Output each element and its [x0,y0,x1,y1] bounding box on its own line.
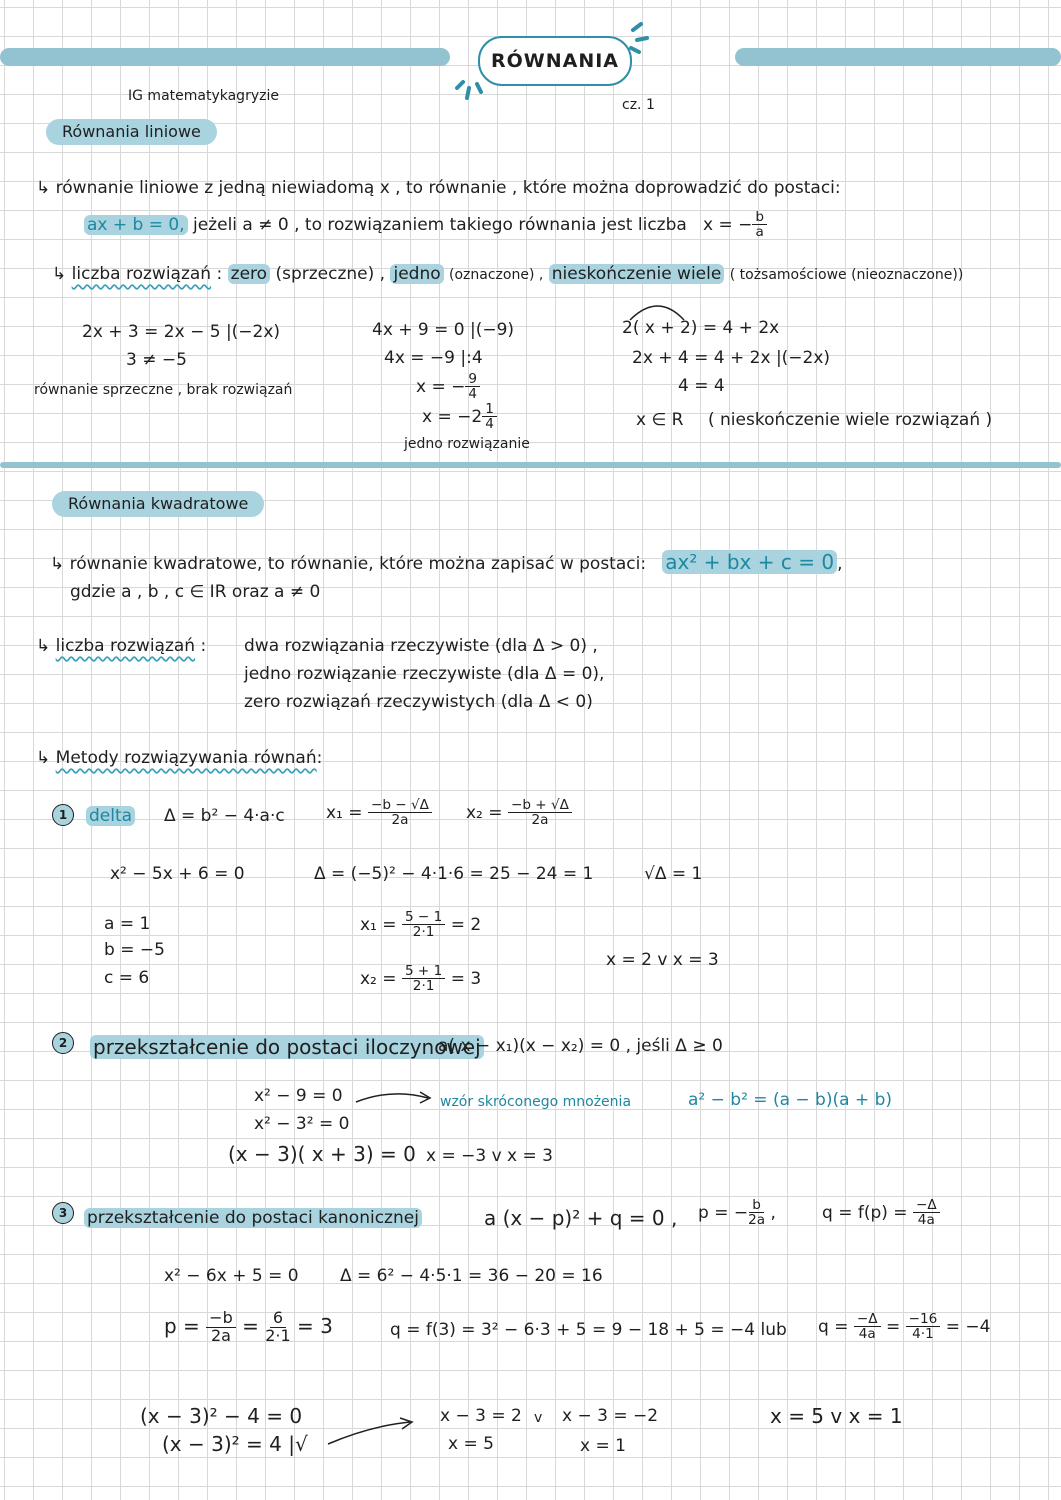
m3-line2: (x − 3)² = 4 |√ [162,1432,308,1456]
m3-p-calc: p = $\frac{-b}{2a}$ = $\frac{6}{2\cdot 1}$ = 3 [164,1308,333,1345]
ex1-line2: 3 ≠ −5 [126,350,187,370]
coef-c: c = 6 [104,968,150,988]
linear-definition: ↳ równanie liniowe z jedną niewiadomą x , to równanie , które można doprowadzić do postaci: [36,178,841,198]
ex3-line4: x ∈ R [636,410,684,430]
method-2-name: przekształcenie do postaci iloczynowej [90,1035,484,1059]
method-3-number: 3 [52,1202,74,1224]
x2-formula: x₂ = $\frac{-b + √\Delta}{2a}$ [466,798,572,828]
quadratic-form: ax² + bx + c = 0 [662,550,837,574]
part-label: cz. 1 [622,97,655,113]
count-zero: zero [228,264,270,284]
m3-case2: x − 3 = −2 [562,1406,659,1426]
m3-case2-result: x = 1 [580,1436,626,1456]
quadratic-solution-count: ↳ liczba rozwiązań : [36,636,207,656]
section-heading-linear: Równania liniowe [46,119,217,145]
quadratic-definition: ↳ równanie kwadratowe, to równanie, które można zapisać w postaci: ax² + bx + c = 0 , [50,550,843,574]
ex2-note: jedno rozwiązanie [404,436,530,452]
quadratic-conditions: gdzie a , b , c ∈ IR oraz a ≠ 0 [70,582,321,602]
quadratic-count-label: liczba rozwiązań [55,636,196,656]
count-zero-real: zero rozwiązań rzeczywistych (dla Δ < 0) [244,692,593,712]
ex1-line1: 2x + 3 = 2x − 5 |(−2x) [82,322,281,342]
section-heading-quadratic: Równania kwadratowe [52,491,264,517]
sparkle-decoration-icon [455,22,655,102]
count-one-real: jedno rozwiązanie rzeczywiste (dla Δ = 0), [244,664,605,684]
linear-condition: jeżeli a ≠ 0 , to rozwiązaniem takiego równania jest liczba [193,214,687,235]
linear-solution-fraction: $\frac{b}{a}$ [752,210,767,240]
count-one: jedno [390,264,443,284]
m2-result: x = −3 v x = 3 [426,1146,553,1166]
header-band-right [735,48,1061,66]
m3-equation: x² − 6x + 5 = 0 [164,1266,299,1286]
linear-solution-lhs: x = − [703,214,753,235]
arrow-icon [326,1418,416,1448]
ex3-line3: 4 = 4 [678,376,725,396]
m2-line2: x² − 3² = 0 [254,1114,350,1134]
methods-label: Metody rozwiązywania równań [55,748,317,768]
m1-result: x = 2 v x = 3 [606,950,719,970]
coef-a: a = 1 [104,914,151,934]
m3-formula: a (x − p)² + q = 0 , [484,1206,678,1230]
methods-heading: ↳ Metody rozwiązywania równań: [36,748,323,768]
coef-b: b = −5 [104,940,165,960]
method-1-name: delta [86,806,135,826]
method-1-number: 1 [52,804,74,826]
m1-delta-calc: Δ = (−5)² − 4·1·6 = 25 − 24 = 1 [314,864,594,884]
ex2-line2: 4x = −9 |:4 [384,348,483,368]
linear-definition-cont [84,210,767,240]
linear-solution-count: ↳ liczba rozwiązań : zero (sprzeczne) , jedno (oznaczone) , nieskończenie wiele ( tożsamościowe (nieoznaczone)) [52,264,964,284]
count-two-real: dwa rozwiązania rzeczywiste (dla Δ > 0) , [244,636,598,656]
ex3-line1: 2( x + 2) = 4 + 2x [622,318,780,338]
m3-q-calc: q = f(3) = 3² − 6·3 + 5 = 9 − 18 + 5 = −4 lub [390,1320,787,1340]
m2-note: wzór skróconego mnożenia [440,1094,632,1110]
m3-p-formula: p = − $\frac{b}{2a}$ , [698,1197,776,1229]
m1-sqrt-delta: √Δ = 1 [644,864,703,884]
m1-x1-calc: x₁ = $\frac{5 - 1}{2\cdot 1}$ = 2 [360,909,482,941]
m3-line1: (x − 3)² − 4 = 0 [140,1404,303,1428]
delta-formula: Δ = b² − 4·a·c [164,806,285,826]
ex3-line2: 2x + 4 = 4 + 2x |(−2x) [632,348,831,368]
m2-line3: (x − 3)( x + 3) = 0 [228,1142,416,1166]
m3-case1-result: x = 5 [448,1434,494,1454]
m3-q-formula: q = f(p) = $\frac{-\Delta}{4a}$ [822,1198,940,1228]
arrow-icon [354,1088,434,1108]
ex3-note: ( nieskończenie wiele rozwiązań ) [708,410,993,430]
page-title: RÓWNANIA [478,36,632,86]
ex2-line4: x = −2 $\frac{1}{4}$ [422,402,497,432]
m1-x2-calc: x₂ = $\frac{5 + 1}{2\cdot 1}$ = 3 [360,963,482,995]
header-band-left [0,48,450,66]
m3-case1: x − 3 = 2 [440,1406,522,1426]
m1-equation: x² − 5x + 6 = 0 [110,864,245,884]
method-2-number: 2 [52,1032,74,1054]
linear-count-label: liczba rozwiązań [71,264,212,284]
m3-case-or: v [534,1410,543,1426]
m2-line1: x² − 9 = 0 [254,1086,343,1106]
method-3-name: przekształcenie do postaci kanonicznej [84,1208,422,1228]
m2-note-formula: a² − b² = (a − b)(a + b) [688,1090,892,1110]
m3-q-alt: q = $\frac{-\Delta}{4a}$ = $\frac{-16}{4\cdot 1}$ = −4 [818,1311,991,1343]
m3-delta: Δ = 6² − 4·5·1 = 36 − 20 = 16 [340,1266,603,1286]
ex2-line1: 4x + 9 = 0 |(−9) [372,320,515,340]
x1-formula: x₁ = $\frac{-b - √\Delta}{2a}$ [326,798,432,828]
count-infinite: nieskończenie wiele [549,264,725,284]
author-handle: IG matematykagryzie [128,88,279,104]
m3-result: x = 5 v x = 1 [770,1404,903,1428]
m2-formula: a( x − x₁)(x − x₂) = 0 , jeśli Δ ≥ 0 [438,1036,723,1056]
ex1-note: równanie sprzeczne , brak rozwiązań [34,382,293,398]
ex2-line3: x = − $\frac{9}{4}$ [416,372,480,402]
linear-form: ax + b = 0, [84,215,188,235]
section-divider [0,462,1061,468]
